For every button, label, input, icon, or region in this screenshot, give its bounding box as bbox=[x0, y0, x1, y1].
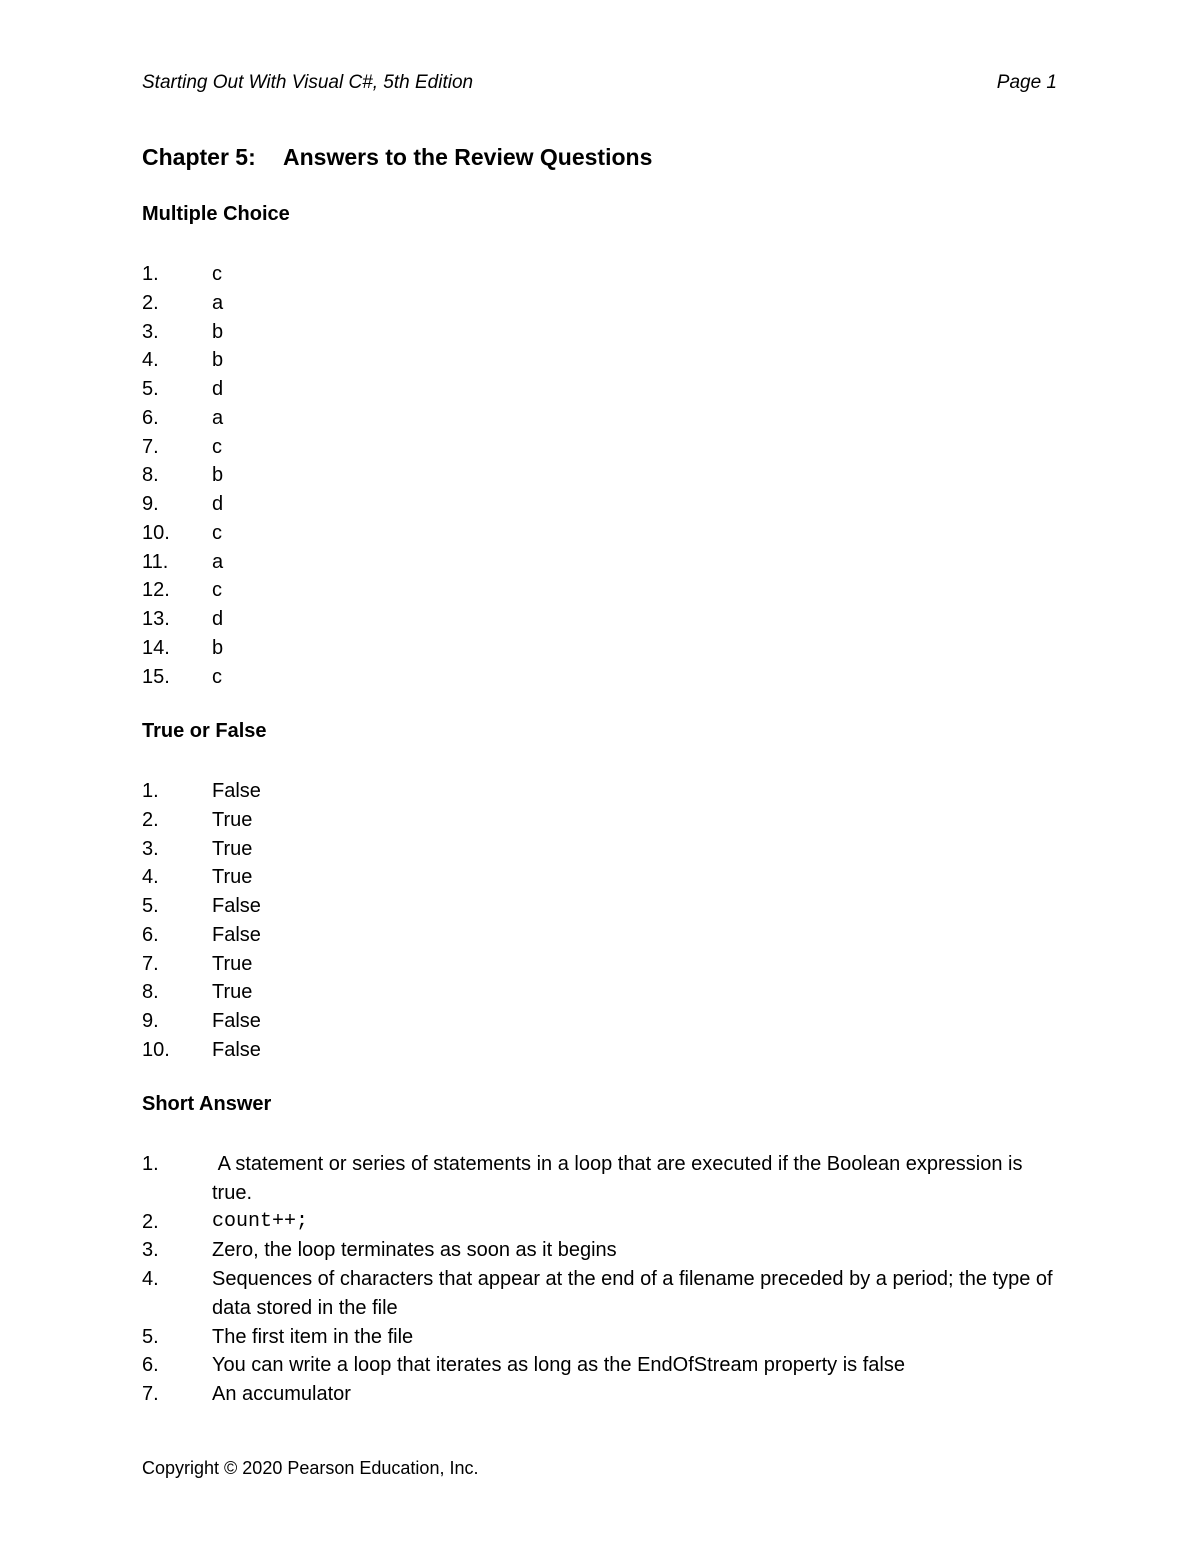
true-false-list bbox=[142, 777, 261, 1065]
item-answer: Sequences of characters that appear at the end of a filename preceded by a period; the type of data stored in the file bbox=[212, 1268, 1053, 1319]
item-answer: True bbox=[212, 981, 253, 1004]
list-item bbox=[142, 1265, 1062, 1323]
item-number: 8. bbox=[142, 981, 159, 1004]
item-number: 1. bbox=[142, 1153, 159, 1175]
item-number: 1. bbox=[142, 263, 159, 285]
item-number: 11. bbox=[142, 550, 169, 573]
list-item bbox=[142, 806, 261, 835]
item-answer: b bbox=[212, 349, 224, 372]
item-number: 15. bbox=[142, 665, 170, 688]
item-answer: a bbox=[212, 406, 224, 429]
list-item bbox=[142, 1208, 1062, 1237]
item-answer: False bbox=[212, 895, 261, 917]
item-answer: b bbox=[212, 464, 224, 487]
item-number: 9. bbox=[142, 493, 159, 515]
item-answer: a bbox=[212, 291, 224, 314]
list-item bbox=[142, 1380, 1062, 1409]
item-number: 4. bbox=[142, 866, 159, 889]
list-item bbox=[142, 260, 223, 289]
item-answer: b bbox=[212, 636, 224, 659]
item-number: 5. bbox=[142, 378, 159, 400]
list-item bbox=[142, 576, 223, 605]
list-item bbox=[142, 921, 261, 950]
item-answer: b bbox=[212, 320, 224, 343]
item-number: 2. bbox=[142, 291, 159, 314]
item-number: 7. bbox=[142, 435, 159, 458]
item-number: 9. bbox=[142, 1010, 159, 1032]
list-item bbox=[142, 519, 223, 548]
item-number: 3. bbox=[142, 320, 159, 343]
list-item bbox=[142, 863, 261, 892]
list-item bbox=[142, 978, 261, 1007]
item-number: 12. bbox=[142, 579, 170, 602]
item-number: 6. bbox=[142, 406, 159, 429]
item-answer: d bbox=[212, 608, 224, 630]
item-answer: a bbox=[212, 550, 224, 573]
list-item bbox=[142, 318, 223, 347]
list-item bbox=[142, 1323, 1062, 1352]
item-answer: False bbox=[212, 1010, 261, 1032]
list-item bbox=[142, 1351, 1062, 1380]
list-item bbox=[142, 375, 223, 404]
item-answer: True bbox=[212, 837, 253, 860]
item-answer: True bbox=[212, 952, 253, 975]
item-answer: c bbox=[212, 263, 222, 285]
item-number: 8. bbox=[142, 464, 159, 487]
item-number: 5. bbox=[142, 895, 159, 917]
item-answer: c bbox=[212, 521, 222, 544]
item-number: 1. bbox=[142, 780, 159, 802]
item-number: 14. bbox=[142, 636, 170, 659]
item-answer: c bbox=[212, 435, 222, 458]
item-number: 7. bbox=[142, 1383, 159, 1405]
true-false-heading: True or False bbox=[142, 720, 267, 742]
list-item bbox=[142, 605, 223, 634]
item-answer: You can write a loop that iterates as long as the EndOfStream property is false bbox=[212, 1354, 905, 1377]
list-item bbox=[142, 548, 223, 577]
item-number: 7. bbox=[142, 952, 159, 975]
list-item bbox=[142, 1236, 1062, 1265]
item-answer: An accumulator bbox=[212, 1383, 351, 1405]
list-item bbox=[142, 404, 223, 433]
list-item bbox=[142, 1007, 261, 1036]
list-item bbox=[142, 490, 223, 519]
list-item bbox=[142, 461, 223, 490]
item-number: 4. bbox=[142, 349, 159, 372]
item-number: 6. bbox=[142, 1354, 159, 1377]
multiple-choice-heading: Multiple Choice bbox=[142, 203, 290, 225]
list-item bbox=[142, 346, 223, 375]
chapter-title: Answers to the Review Questions bbox=[283, 144, 653, 170]
chapter-number: Chapter 5: bbox=[142, 144, 256, 170]
short-answer-list bbox=[142, 1150, 1062, 1409]
item-answer: A statement or series of statements in a loop that are executed if the Boolean expression is true. bbox=[212, 1153, 1029, 1204]
list-item bbox=[142, 663, 223, 692]
item-answer: Zero, the loop terminates as soon as it begins bbox=[212, 1239, 617, 1262]
item-number: 5. bbox=[142, 1325, 159, 1348]
item-number: 4. bbox=[142, 1268, 159, 1290]
item-number: 2. bbox=[142, 808, 159, 831]
item-answer: False bbox=[212, 1038, 261, 1061]
item-answer: d bbox=[212, 493, 224, 515]
item-number: 3. bbox=[142, 1239, 159, 1262]
item-answer: True bbox=[212, 866, 253, 889]
item-number: 13. bbox=[142, 608, 170, 630]
item-number: 2. bbox=[142, 1210, 159, 1233]
item-number: 6. bbox=[142, 923, 159, 946]
multiple-choice-list bbox=[142, 260, 223, 691]
list-item bbox=[142, 433, 223, 462]
item-number: 3. bbox=[142, 837, 159, 860]
item-number: 10. bbox=[142, 1038, 170, 1061]
list-item bbox=[142, 1150, 1062, 1208]
list-item bbox=[142, 777, 261, 806]
item-answer: c bbox=[212, 579, 222, 602]
list-item bbox=[142, 835, 261, 864]
item-answer: True bbox=[212, 808, 253, 831]
list-item bbox=[142, 289, 223, 318]
running-header-title: Starting Out With Visual C#, 5th Edition bbox=[142, 72, 474, 93]
page-title bbox=[142, 144, 652, 171]
item-number: 10. bbox=[142, 521, 170, 544]
code-answer: count++; bbox=[212, 1209, 309, 1233]
page-number: Page 1 bbox=[996, 72, 1057, 93]
short-answer-heading: Short Answer bbox=[142, 1093, 272, 1115]
item-answer: c bbox=[212, 665, 222, 688]
list-item bbox=[142, 1036, 261, 1065]
item-answer: False bbox=[212, 780, 261, 802]
item-answer: d bbox=[212, 378, 224, 400]
copyright-footer: Copyright © 2020 Pearson Education, Inc. bbox=[142, 1458, 479, 1478]
list-item bbox=[142, 634, 223, 663]
item-answer: False bbox=[212, 923, 261, 946]
item-answer: The first item in the file bbox=[212, 1325, 414, 1348]
list-item bbox=[142, 892, 261, 921]
list-item bbox=[142, 950, 261, 979]
